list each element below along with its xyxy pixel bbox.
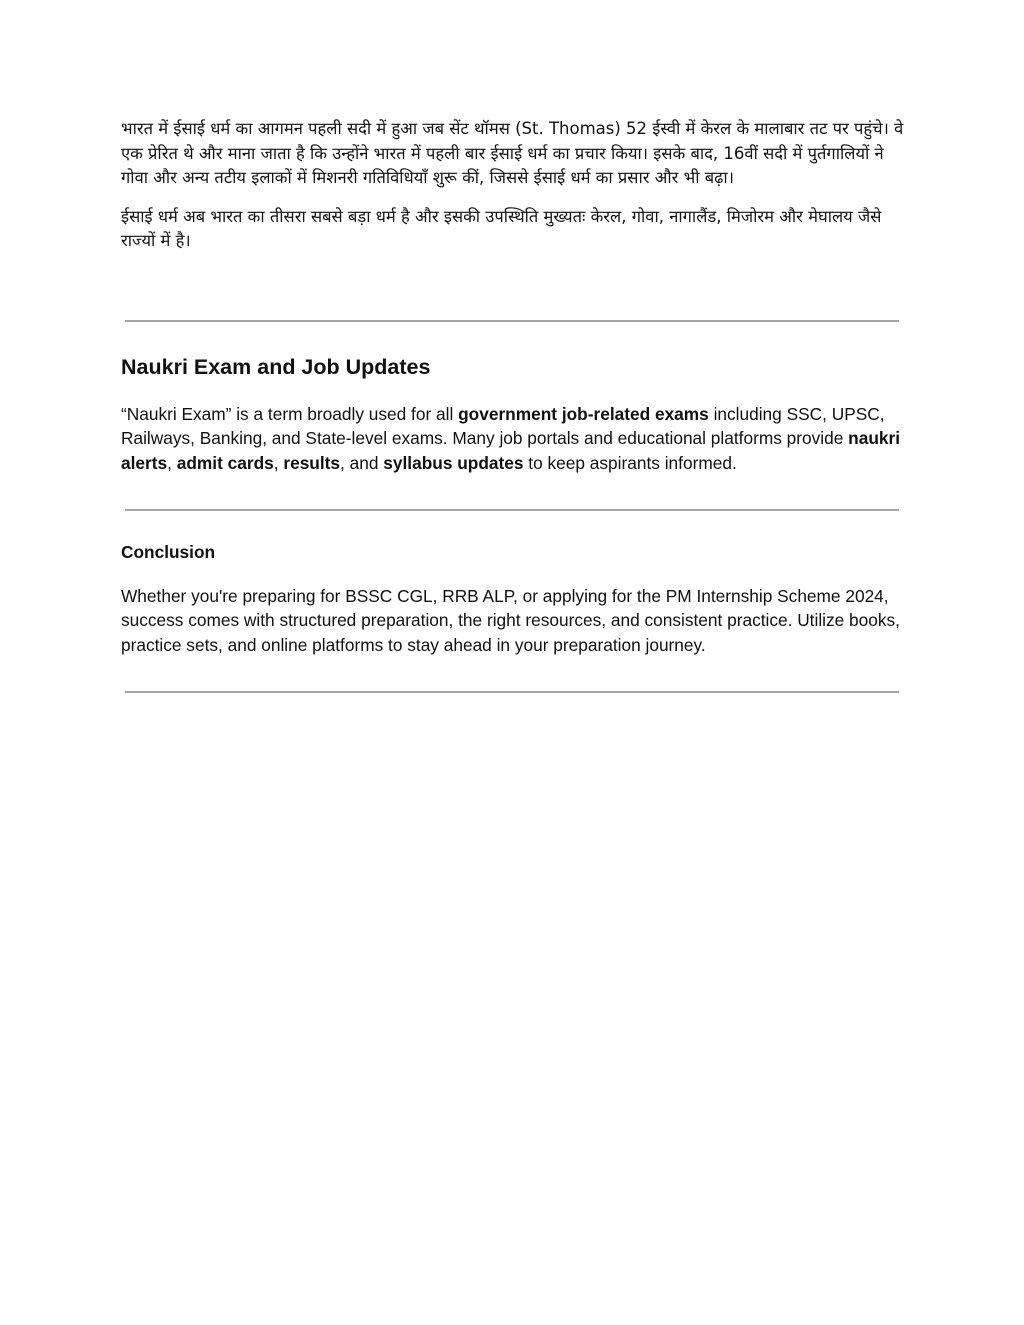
naukri-text-3: , bbox=[167, 452, 177, 473]
horizontal-divider bbox=[125, 509, 899, 511]
naukri-text-4: , bbox=[273, 452, 284, 473]
hindi-paragraph-1: भारत में ईसाई धर्म का आगमन पहली सदी में हुआ जब सेंट थॉमस (St. Thomas) 52 ईस्वी में केरल के मालाबार तट पर पहुंचे। वे एक प्रेरित थे और माना जाता है कि उन्होंने भारत में पहली बार ईसाई धर्म का प्रचार किया। इसके बाद, 16वीं सदी में पुर्तगालियों ने गोवा और अन्य तटीय इलाकों में मिशनरी गतिविधियाँ शुरू कीं, जिससे ईसाई धर्म का प्रसार और भी बढ़ा। bbox=[121, 119, 904, 187]
naukri-bold-government-exams: government job-related exams bbox=[458, 404, 709, 424]
naukri-text-5: , and bbox=[340, 452, 384, 473]
naukri-heading: Naukri Exam and Job Updates bbox=[121, 355, 431, 379]
horizontal-divider bbox=[125, 691, 899, 693]
naukri-text-6: to keep aspirants informed. bbox=[523, 452, 737, 473]
naukri-paragraph bbox=[121, 402, 911, 475]
conclusion-paragraph: Whether you're preparing for BSSC CGL, RRB ALP, or applying for the PM Internship Scheme 2024, success comes with structured preparation, the right resources, and consistent practice. Utilize books, practice sets, and online platforms to stay ahead in your preparation journey. bbox=[121, 586, 900, 655]
naukri-bold-admit-cards: admit cards bbox=[176, 452, 274, 473]
naukri-text-1: “Naukri Exam” is a term broadly used for all bbox=[121, 404, 459, 424]
naukri-bold-syllabus-updates: syllabus updates bbox=[383, 452, 524, 473]
horizontal-divider bbox=[125, 320, 899, 322]
naukri-text-2: including SSC, UPSC, Railways, Banking, and State-level exams. Many job portals and educational platforms provide bbox=[121, 404, 885, 449]
naukri-bold-results: results bbox=[283, 452, 341, 473]
hindi-paragraph-2: ईसाई धर्म अब भारत का तीसरा सबसे बड़ा धर्म है और इसकी उपस्थिति मुख्यतः केरल, गोवा, नागालैंड, मिजोरम और मेघालय जैसे राज्यों में है। bbox=[121, 206, 882, 250]
conclusion-heading: Conclusion bbox=[121, 542, 216, 562]
hindi-section bbox=[121, 117, 911, 254]
naukri-bold-alerts: naukri alerts bbox=[121, 428, 901, 473]
